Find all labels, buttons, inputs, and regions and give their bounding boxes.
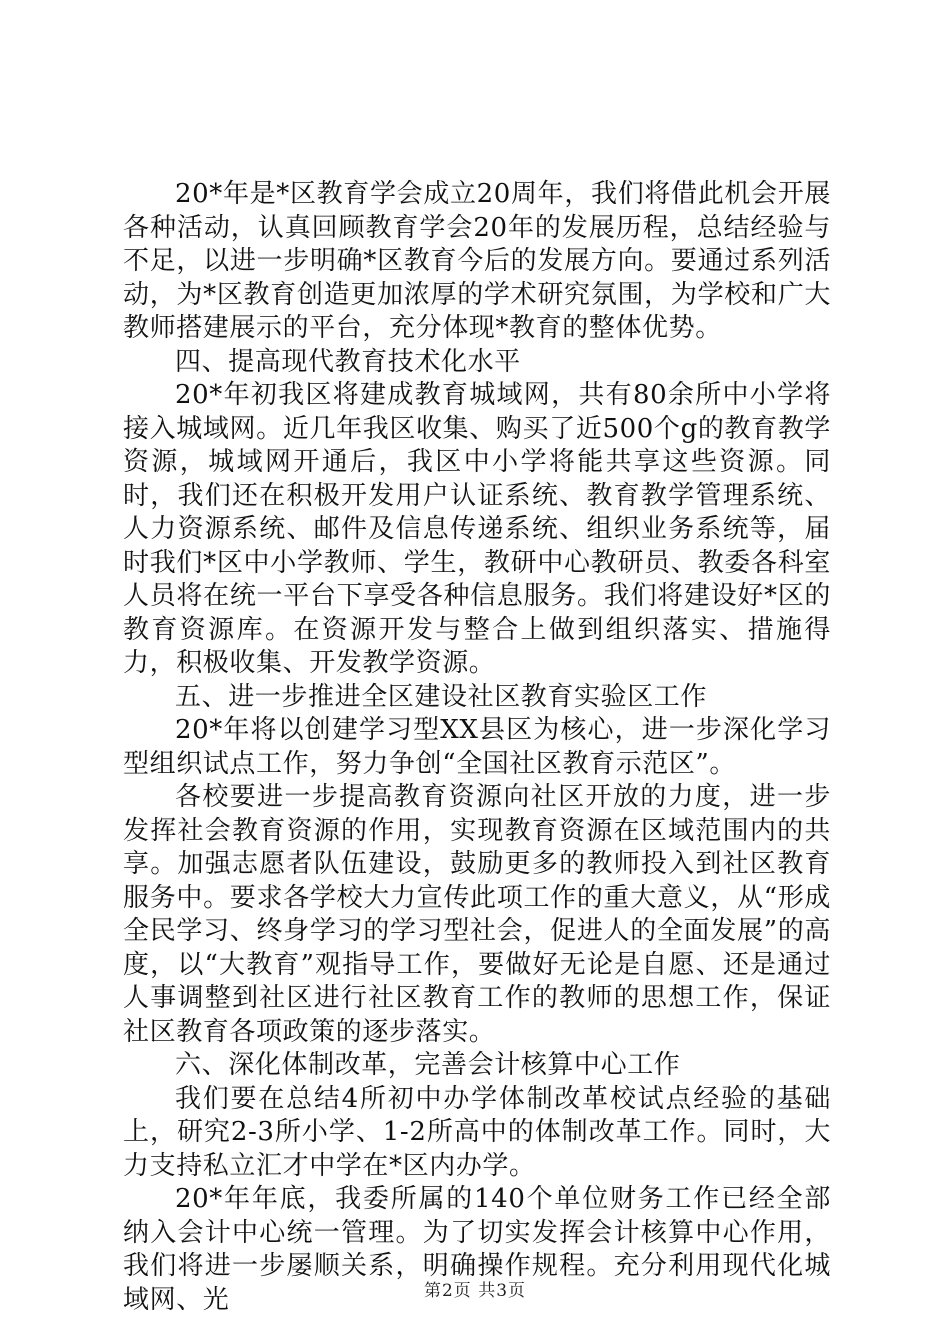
paragraph-anniversary: 20*年是*区教育学会成立20周年，我们将借此机会开展各种活动，认真回顾教育学会20年的发展历程，总结经验与不足，以进一步明确*区教育今后的发展方向。要通过系列活动，为*区教育创造更加浓厚的学术研究氛围，为学校和广大教师搭建展示的平台，充分体现*教育的整体优势。: [123, 179, 831, 343]
section-heading-5: 五、进一步推进全区建设社区教育实验区工作: [175, 681, 708, 712]
section-heading-4: 四、提高现代教育技术化水平: [175, 346, 521, 377]
paragraph-reform: 我们要在总结4所初中办学体制改革校试点经验的基础上，研究2-3所小学、1-2所高中的体制改革工作。同时，大力支持私立汇才中学在*区内办学。: [123, 1083, 831, 1181]
paragraph-community-resources: 各校要进一步提高教育资源向社区开放的力度，进一步发挥社会教育资源的作用，实现教育资源在区域范围内的共享。加强志愿者队伍建设，鼓励更多的教师投入到社区教育服务中。要求各学校大力宣传此项工作的重大意义，从“形成全民学习、终身学习的学习型社会，促进人的全面发展”的高度，以“大教育”观指导工作，要做好无论是自愿、还是通过人事调整到社区进行社区教育工作的教师的思想工作，保证社区教育各项政策的逐步落实。: [123, 782, 831, 1047]
paragraph-network: 20*年初我区将建成教育城域网，共有80余所中小学将接入城域网。近几年我区收集、购买了近500个g的教育教学资源，城域网开通后，我区中小学将能共享这些资源。同时，我们还在积极开发用户认证系统、教育教学管理系统、人力资源系统、邮件及信息传递系统、组织业务系统等，届时我们*区中小学教师、学生，教研中心教研员、教委各科室人员将在统一平台下享受各种信息服务。我们将建设好*区的教育资源库。在资源开发与整合上做到组织落实、措施得力，积极收集、开发教学资源。: [123, 380, 831, 678]
page-footer: 第2页 共3页: [423, 1281, 527, 1301]
section-heading-6: 六、深化体制改革，完善会计核算中心工作: [175, 1050, 681, 1080]
paragraph-learning-district: 20*年将以创建学习型XX县区为核心，进一步深化学习型组织试点工作，努力争创“全国社区教育示范区”。: [123, 715, 831, 779]
document-body: [123, 178, 831, 1317]
paragraph-accounting: 20*年年底，我委所属的140个单位财务工作已经全部纳入会计中心统一管理。为了切实发挥会计核算中心作用，我们将进一步屡顺关系，明确操作规程。充分利用现代化城域网、光: [123, 1184, 831, 1315]
